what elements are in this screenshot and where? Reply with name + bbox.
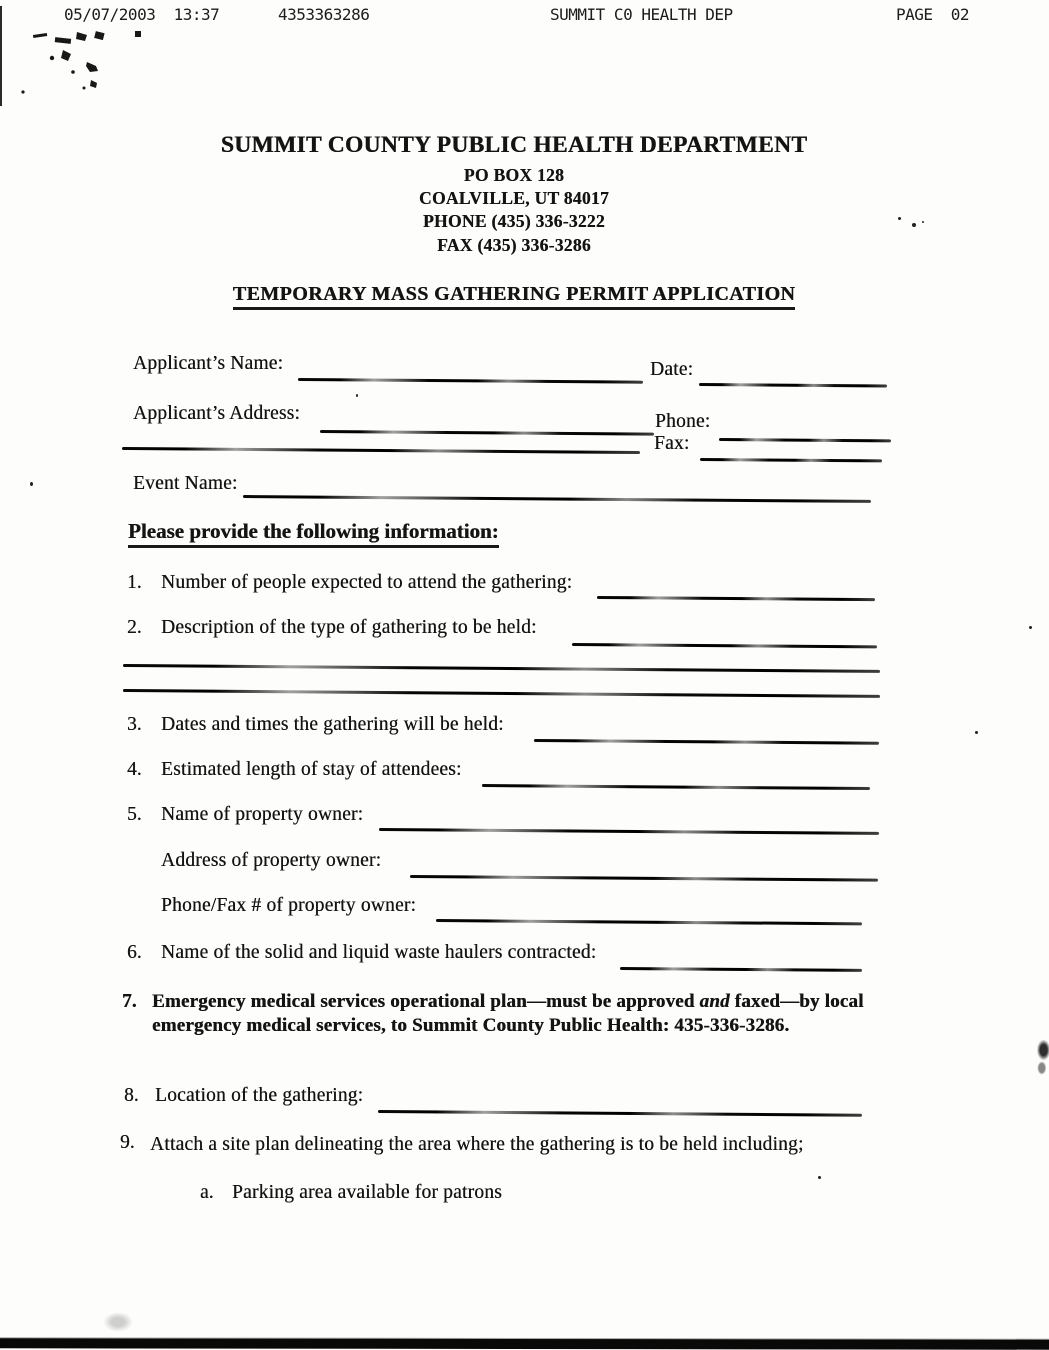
letterhead-fax: FAX (435) 336-3286: [437, 235, 591, 255]
item-3-blank: [534, 739, 879, 745]
scan-dot-artifact: [922, 221, 924, 223]
item-7-text-after: faxed—by local emergency medical services, to Summit County Public Health: 435-336-3286.: [152, 991, 864, 1036]
date-blank: [699, 383, 887, 387]
scan-dot-artifact: [898, 217, 901, 220]
item-5-blank: [379, 828, 879, 835]
item-6-label: Name of the solid and liquid waste haulers contracted:: [161, 942, 597, 963]
item-6-number: 6.: [127, 942, 142, 963]
scan-dot-artifact: [818, 1176, 821, 1179]
date-label: Date:: [650, 359, 694, 380]
fax-blank: [700, 458, 882, 462]
item-2-blank: [572, 643, 877, 648]
scan-dot-artifact: [30, 482, 33, 486]
scan-dot-artifact: [1029, 626, 1032, 629]
scan-ink-blob-artifact: [1031, 1038, 1049, 1078]
item-5-label: Name of property owner:: [161, 804, 364, 825]
section-heading: Please provide the following information:: [128, 519, 499, 548]
item-1-blank: [597, 596, 875, 601]
form-title-wrap: [0, 283, 1028, 306]
item-7-number: 7.: [122, 991, 137, 1012]
item-5-phonefax-blank: [436, 919, 862, 925]
item-1-number: 1.: [127, 572, 142, 593]
item-2-number: 2.: [127, 617, 142, 638]
item-2-label: Description of the type of gathering to be held:: [161, 617, 537, 638]
item-2-blank-3: [123, 689, 880, 698]
item-5-phonefax-label: Phone/Fax # of property owner:: [161, 895, 417, 916]
item-1-label: Number of people expected to attend the gathering:: [161, 572, 573, 593]
letterhead-city: COALVILLE, UT 84017: [419, 188, 609, 208]
item-7-text-emphasis: and: [699, 991, 730, 1012]
fax-label: Fax:: [654, 433, 690, 454]
letterhead-title: SUMMIT COUNTY PUBLIC HEALTH DEPARTMENT: [220, 132, 808, 158]
applicant-address-label: Applicant’s Address:: [133, 403, 301, 424]
item-4-label: Estimated length of stay of attendees:: [161, 759, 462, 780]
section-heading-wrap: [128, 519, 499, 544]
item-7-text: [152, 990, 900, 1038]
fax-header-page: PAGE 02: [896, 5, 970, 24]
item-3-number: 3.: [127, 714, 142, 735]
item-4-blank: [482, 784, 870, 790]
applicant-address-blank-2: [122, 447, 640, 454]
event-name-label: Event Name:: [133, 473, 238, 494]
item-9-number: 9.: [120, 1132, 135, 1153]
item-5-address-label: Address of property owner:: [161, 850, 382, 871]
scan-dot-artifact: [975, 731, 978, 734]
scan-dot-artifact: [912, 223, 916, 227]
form-title: TEMPORARY MASS GATHERING PERMIT APPLICATION: [233, 283, 795, 310]
item-3-label: Dates and times the gathering will be held:: [161, 714, 504, 735]
scan-smudge-faint-artifact: [103, 1312, 133, 1332]
item-6-blank: [620, 967, 862, 972]
fax-header-sender: SUMMIT C0 HEALTH DEP: [550, 5, 733, 24]
item-4-number: 4.: [127, 759, 142, 780]
applicant-name-label: Applicant’s Name:: [133, 353, 284, 374]
item-5-address-blank: [410, 875, 878, 882]
scan-bottom-bar-artifact: [0, 1338, 1049, 1349]
item-5-number: 5.: [127, 804, 142, 825]
letterhead-po-box: PO BOX 128: [463, 165, 565, 185]
item-7-text-before: Emergency medical services operational plan—must be approved: [152, 991, 700, 1012]
letterhead-phone: PHONE (435) 336-3222: [423, 211, 605, 231]
scan-dot-artifact: [356, 394, 358, 397]
applicant-name-blank: [298, 378, 643, 384]
event-name-blank: [243, 495, 871, 503]
item-9-label: Attach a site plan delineating the area where the gathering is to be held including;: [150, 1134, 804, 1155]
scan-edge-artifact: [0, 6, 2, 106]
item-8-number: 8.: [124, 1085, 139, 1106]
applicant-address-blank: [320, 430, 654, 436]
fax-header-station-id: 4353363286: [278, 5, 370, 24]
phone-label: Phone:: [655, 411, 711, 432]
item-8-label: Location of the gathering:: [155, 1085, 364, 1106]
fax-header-datetime: 05/07/2003 13:37: [64, 5, 220, 24]
item-8-blank: [378, 1110, 862, 1117]
item-9a-label: Parking area available for patrons: [232, 1182, 502, 1203]
item-2-blank-2: [123, 664, 880, 673]
phone-blank: [719, 438, 891, 442]
item-9a-letter: a.: [200, 1182, 214, 1203]
scan-smudge-artifact: [15, 22, 150, 102]
